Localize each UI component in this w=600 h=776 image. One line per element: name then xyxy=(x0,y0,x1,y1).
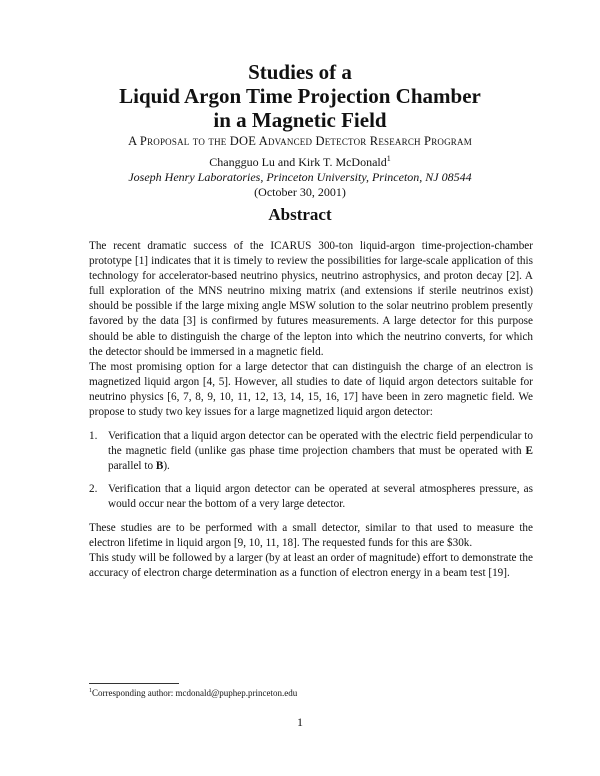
title-line-1: Studies of a xyxy=(248,60,352,84)
list-item-1 xyxy=(89,429,533,474)
abstract-paragraph-4 xyxy=(89,551,533,581)
list-item-2-text: Verification that a liquid argon detector can be operated at several atmospheres pressure, as would occur near the bottom of a very large detector. xyxy=(108,483,533,511)
footnote-divider xyxy=(89,683,179,684)
list-item-1-bold-e: E xyxy=(525,445,533,458)
list-item-1-number: 1. xyxy=(89,430,98,442)
paragraph-4-text: This study will be followed by a larger (by at least an order of magnitude) effort to demonstrate the accuracy of electron charge determination as a function of electron energy in a beam test [19]. xyxy=(89,552,533,580)
abstract-paragraph-2 xyxy=(89,360,533,420)
list-item-1-text-mid: parallel to xyxy=(108,460,156,473)
footnote xyxy=(89,688,297,698)
paper-title xyxy=(0,60,600,132)
author-footnote-mark: 1 xyxy=(386,154,391,163)
numbered-list xyxy=(89,429,533,520)
list-item-2-number: 2. xyxy=(89,483,98,496)
abstract-heading: Abstract xyxy=(268,205,332,224)
author-names xyxy=(0,155,600,170)
paper-subtitle: A Proposal to the DOE Advanced Detector Research Program xyxy=(128,134,472,148)
abstract-paragraph-1 xyxy=(89,239,533,360)
footnote-text: Corresponding author: mcdonald@puphep.princeton.edu xyxy=(92,688,298,698)
author-affiliation: Joseph Henry Laboratories, Princeton University, Princeton, NJ 08544 xyxy=(128,170,472,184)
abstract-paragraph-3 xyxy=(89,521,533,551)
author-names-text: Changguo Lu and Kirk T. McDonald xyxy=(209,155,387,169)
title-line-3: in a Magnetic Field xyxy=(213,108,387,132)
title-line-2: Liquid Argon Time Projection Chamber xyxy=(119,84,481,108)
list-item-2 xyxy=(89,482,533,512)
paragraph-1-text: The recent dramatic success of the ICARUS 300-ton liquid-argon time-projection-chamber prototype [1] indicates that it is timely to review the possibilities for large-scale application of this technology for accelerator-based neutrino physics, neutrino astrophysics, and proton decay [2]. A full exploration of the MNS neutrino mixing matrix (and extensions if sterile neutrinos exist) should be possible if the large mixing angle MSW solution to the solar neutrino problem presently favored by the data [3] is confirmed by futures measurements. A large detector for this purpose should be able to distinguish the charge of the lepton into which the neutrino converts, for which the detector should be immersed in a magnetic field. xyxy=(89,240,533,358)
paragraph-2-text: The most promising option for a large detector that can distinguish the charge of an electron is magnetized liquid argon [4, 5]. However, all studies to date of liquid argon detectors suitable for neutrino physics [6, 7, 8, 9, 10, 11, 12, 13, 14, 15, 16, 17] have been in zero magnetic field. We propose to study two key issues for a large magnetized liquid argon detector: xyxy=(89,361,533,419)
list-item-1-bold-b: B xyxy=(155,460,164,473)
page-number: 1 xyxy=(297,715,303,729)
author-block xyxy=(0,155,600,200)
paper-date: (October 30, 2001) xyxy=(254,185,346,199)
paragraph-3-text: These studies are to be performed with a small detector, similar to that used to measure the electron lifetime in liquid argon [9, 10, 11, 18]. The requested funds for this are $30k. xyxy=(89,522,533,550)
footnote-mark: 1 xyxy=(89,688,92,694)
list-item-1-text-after: ). xyxy=(163,460,170,473)
list-item-1-text-before: Verification that a liquid argon detector can be operated with the electric field perpendicular to the magnetic field (unlike gas phase time projection chambers that must be operated with xyxy=(108,430,533,458)
